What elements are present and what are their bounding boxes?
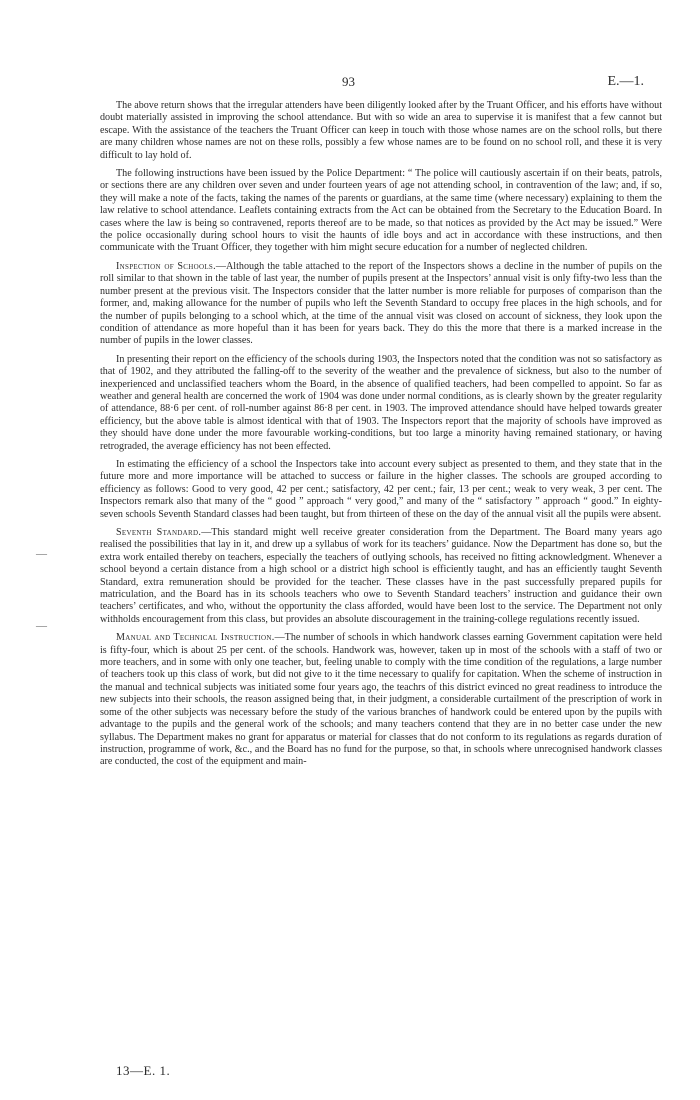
paragraph-efficiency-estimation: In estimating the efficiency of a school the Inspectors take into account every subject as presented to them, and they state that in the future more and more importance will be attached to success or failure in the higher classes. The schools are grouped according to efficiency as follows: Good to very good, 42 per cent.; satisfactory, 42 per cent.; fair, 13 per cent.; weak to very weak, 3 per cent. The Inspectors remark also that many of the “ good ” approach “ very good,” and many of the “ satisfactory ” approach “ good.” In eighty-seven schools Seventh Standard classes had been taught, but from thirteen of these on the day of the annual visit all the pupils were absent. [100,458,662,520]
margin-mark: — [36,620,47,632]
margin-mark: — [36,548,47,560]
document-body [100,100,662,775]
page-number: 93 [342,74,355,89]
section-code: E.—1. [607,74,644,89]
paragraph-seventh-standard: Seventh Standard.—This standard might well receive greater consideration from the Department. The Board many years ago realised the possibilities that lay in it, and drew up a syllabus of work for its teachers’ guidance. Now the Department has done so, but the extra work entailed thereby on teachers, especially the teachers of outlying schools, has received no fitting acknowledgment. Whenever a school beyond a certain distance from a high school or a district high school is efficiently taught, and has an efficiently taught Seventh Standard, extra remuneration should be provided for the teacher. These classes have in the past successfully prepared pupils for matriculation, and the Board has in its schools teachers who owe to Seventh Standard teachers’ instruction and guidance their own teachers’ certificates, and who, without the opportunity the class afforded, would have been lost to the service. The Department not only withholds encouragement from this class, but provides an absolute discouragement in the training-college regulations recently issued. [100,527,662,625]
signature-mark: 13—E. 1. [116,1063,171,1078]
paragraph-truant-officer: The above return shows that the irregular attenders have been diligently looked after by the Truant Officer, and his efforts have without doubt materially assisted in improving the school attendance. But with so wide an area to supervise it is manifest that a few cannot but escape. With the assistance of the teachers the Truant Officer can keep in touch with those whose names are on the school rolls, but there are many children whose names are not on these rolls, possibly a few whose names are to be found on no school roll, and these it is very difficult to lay hold of. [100,100,662,161]
paragraph-efficiency-report: In presenting their report on the efficiency of the schools during 1903, the Inspectors noted that the condition was not so satisfactory as that of 1902, and they attributed the falling-off to the severity of the weather and the prevalence of sickness, but also to the number of inexperienced and unclassified teachers whom the Board, in the absence of qualified teachers, had been compelled to appoint. So far as weather and general health are concerned the work of 1904 was done under normal conditions, as is clearly shown by the greater regularity of attendance, 88·6 per cent. of roll-number against 86·8 per cent. in 1903. The improved attendance should have helped towards greater efficiency, but the above table is almost identical with that of 1903. The Inspectors report that the majority of schools have improved as they should have done under the more favourable working-conditions, but too large a minority having remained stationary, or having retrograded, the average efficiency has not been effected. [100,353,662,452]
paragraph-manual-technical-instruction: Manual and Technical Instruction.—The number of schools in which handwork classes earning Government capitation were held is fifty-four, which is about 25 per cent. of the schools. Handwork was, however, taken up in most of the schools with a staff of two or more teachers, and in some with only one teacher, but, feeling unable to comply with the time condition of the regulations, a large number of teachers took up this class of work, but did not give to it the time necessary to qualify for capitation. When the scheme of instruction in the manual and technical subjects was initiated some four years ago, the teachrs of this district evinced no great readiness to introduce the new subjects into their schools, the reason assigned being that, in their judgment, a considerable curtailment of the prescription of work in some of the other subjects was necessary before the study of the various branches of handwork could be entered upon by the pupils with advantage to the pupils and the general work of the schools; and many teachers contend that they are in no better case under the new syllabus. The Department makes no grant for apparatus or material for classes that do not conform to its regulations as regards duration of instruction, programme of work, &c., and the Board has no fund for the purpose, so that, in schools where unrecognised handwork classes are conducted, the cost of the equipment and main- [100,632,662,768]
paragraph-inspection-of-schools: Inspection of Schools.—Although the table attached to the report of the Inspectors shows a decline in the number of pupils on the roll similar to that shown in the table of last year, the number of pupils present at the Inspectors’ annual visit is only fifty-two less than the number present at the previous visit. The Inspectors consider that the latter number is more reliable for purposes of comparison than the former, and, making allowance for the number of pupils who left the Seventh Standard to occupy free places in the high schools, and for the number of pupils belonging to a school which, at the time of the annual visit was closed on account of sickness, they look upon the condition of attendance as more hopeful than it has been for years back. They do this the more that there is a marked increase in the number of pupils in the lower classes. [100,260,662,347]
section-heading: Inspection of Schools. [116,260,216,272]
section-heading: Manual and Technical Instruction. [116,632,275,644]
paragraph-police-instructions: The following instructions have been issued by the Police Department: “ The police will cautiously ascertain if on their beats, patrols, or sections there are any children over seven and under fourteen years of age not attending school, in contravention of the law; and, if so, they will make a note of the facts, taking the names of the parents or guardians, at the same time (where necessary) explaining to them the law relative to school attendance. Leaflets containing extracts from the Act can be obtained from the Secretary to the Education Board. In cases where the law is being so contravened, reports thereof are to be made, so that notices as provided by the Act may be issued.” Were the police occasionally during school hours to visit the haunts of idle boys and act in accordance with these instructions, and then communicate with the Truant Officer, they together with him might secure education for a number of neglected children. [100,168,662,254]
page-header [0,74,700,94]
section-heading: Seventh Standard. [116,527,202,538]
